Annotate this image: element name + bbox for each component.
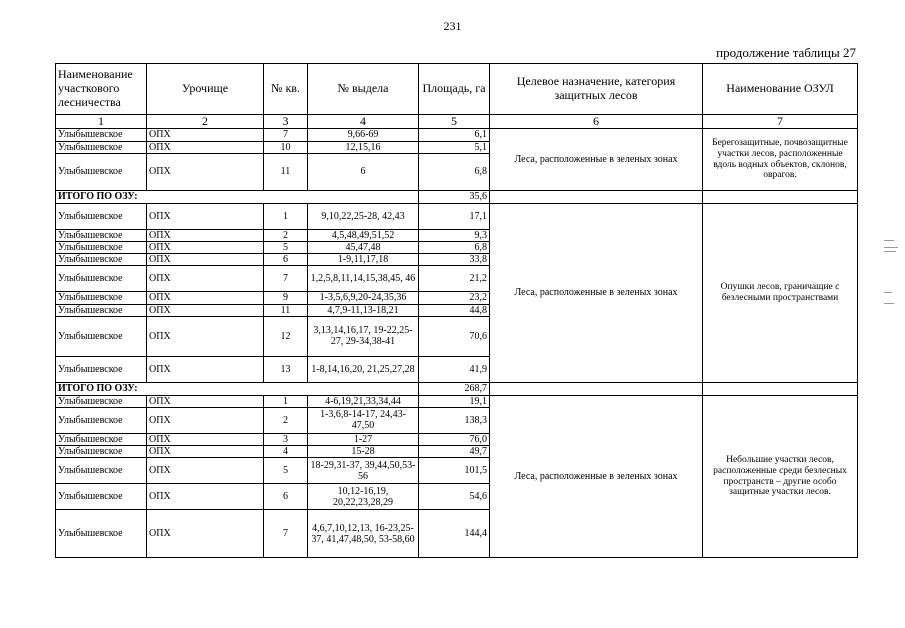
- forestry-cell: Улыбышевское: [56, 407, 147, 433]
- quarter-cell: 2: [264, 229, 308, 241]
- forestry-cell: Улыбышевское: [56, 510, 147, 558]
- forestry-cell: Улыбышевское: [56, 153, 147, 190]
- column-number-row: [56, 115, 858, 129]
- area-cell: 144,4: [419, 510, 490, 558]
- vydel-cell: 9,10,22,25-28, 42,43: [308, 203, 419, 229]
- page-number: 231: [443, 19, 462, 33]
- forestry-cell: Улыбышевское: [56, 254, 147, 266]
- total-empty-cell: [703, 190, 858, 203]
- tract-cell: ОПХ: [147, 254, 264, 266]
- tract-cell: ОПХ: [147, 446, 264, 458]
- purpose-cell: Леса, расположенные в зеленых зонах: [490, 395, 703, 558]
- vydel-cell: 9,66-69: [308, 129, 419, 141]
- forestry-cell: Улыбышевское: [56, 316, 147, 356]
- vydel-cell: 3,13,14,16,17, 19-22,25-27, 29-34,38-41: [308, 316, 419, 356]
- quarter-cell: 1: [264, 203, 308, 229]
- ozul-cell: Опушки лесов, граничащие с безлесными пространствами: [703, 203, 858, 382]
- vydel-cell: 1-27: [308, 433, 419, 445]
- quarter-cell: 5: [264, 458, 308, 484]
- area-cell: 17,1: [419, 203, 490, 229]
- tract-cell: ОПХ: [147, 407, 264, 433]
- area-cell: 41,9: [419, 356, 490, 382]
- area-cell: 23,2: [419, 292, 490, 304]
- table-continuation-label: продолжение таблицы 27: [716, 45, 856, 60]
- area-cell: 9,3: [419, 229, 490, 241]
- forestry-cell: Улыбышевское: [56, 356, 147, 382]
- column-number: 3: [264, 115, 308, 129]
- area-cell: 101,5: [419, 458, 490, 484]
- tract-cell: ОПХ: [147, 458, 264, 484]
- purpose-cell: Леса, расположенные в зеленых зонах: [490, 129, 703, 190]
- vydel-cell: 18-29,31-37, 39,44,50,53-56: [308, 458, 419, 484]
- table-body: [56, 129, 858, 558]
- column-number: 5: [419, 115, 490, 129]
- vydel-cell: 4,6,7,10,12,13, 16-23,25-37, 41,47,48,50, 53-58,60: [308, 510, 419, 558]
- area-cell: 6,8: [419, 153, 490, 190]
- header-kv: № кв.: [264, 64, 308, 115]
- forestry-cell: Улыбышевское: [56, 129, 147, 141]
- forestry-cell: Улыбышевское: [56, 304, 147, 316]
- tract-cell: ОПХ: [147, 129, 264, 141]
- area-cell: 6,1: [419, 129, 490, 141]
- forestry-cell: Улыбышевское: [56, 446, 147, 458]
- total-label: ИТОГО ПО ОЗУ:: [56, 190, 419, 203]
- quarter-cell: 13: [264, 356, 308, 382]
- quarter-cell: 12: [264, 316, 308, 356]
- total-area: 35,6: [419, 190, 490, 203]
- header-area: Площадь, га: [419, 64, 490, 115]
- vydel-cell: 4-6,19,21,33,34,44: [308, 395, 419, 407]
- area-cell: 6,8: [419, 242, 490, 254]
- ozul-cell: Берегозащитные, почвозащитные участки лесов, расположенные вдоль водных объектов, склонов, оврагов.: [703, 129, 858, 190]
- forestry-cell: Улыбышевское: [56, 395, 147, 407]
- area-cell: 44,8: [419, 304, 490, 316]
- forestry-cell: Улыбышевское: [56, 266, 147, 292]
- quarter-cell: 9: [264, 292, 308, 304]
- column-number: 4: [308, 115, 419, 129]
- column-number: 1: [56, 115, 147, 129]
- vydel-cell: 4,5,48,49,51,52: [308, 229, 419, 241]
- total-row: [56, 190, 858, 203]
- quarter-cell: 11: [264, 153, 308, 190]
- header-vydel: № выдела: [308, 64, 419, 115]
- forestry-cell: Улыбышевское: [56, 484, 147, 510]
- tract-cell: ОПХ: [147, 316, 264, 356]
- quarter-cell: 3: [264, 433, 308, 445]
- vydel-cell: 1-9,11,17,18: [308, 254, 419, 266]
- tract-cell: ОПХ: [147, 510, 264, 558]
- ozul-cell: Небольшие участки лесов, расположенные среди безлесных пространств – другие особо защитные участки лесов.: [703, 395, 858, 558]
- area-cell: 54,6: [419, 484, 490, 510]
- area-cell: 49,7: [419, 446, 490, 458]
- area-cell: 76,0: [419, 433, 490, 445]
- tract-cell: ОПХ: [147, 242, 264, 254]
- area-cell: 70,6: [419, 316, 490, 356]
- quarter-cell: 7: [264, 510, 308, 558]
- area-cell: 21,2: [419, 266, 490, 292]
- header-tract: Урочище: [147, 64, 264, 115]
- vydel-cell: 1-3,5,6,9,20-24,35,36: [308, 292, 419, 304]
- tract-cell: ОПХ: [147, 229, 264, 241]
- tract-cell: ОПХ: [147, 304, 264, 316]
- column-number: 2: [147, 115, 264, 129]
- area-cell: 138,3: [419, 407, 490, 433]
- quarter-cell: 6: [264, 484, 308, 510]
- tract-cell: ОПХ: [147, 395, 264, 407]
- column-number: 6: [490, 115, 703, 129]
- tract-cell: ОПХ: [147, 153, 264, 190]
- tract-cell: ОПХ: [147, 433, 264, 445]
- table-row: [56, 395, 858, 407]
- total-area: 268,7: [419, 382, 490, 395]
- quarter-cell: 5: [264, 242, 308, 254]
- table-row: [56, 203, 858, 229]
- quarter-cell: 10: [264, 141, 308, 153]
- tract-cell: ОПХ: [147, 292, 264, 304]
- total-row: [56, 382, 858, 395]
- header-row: [56, 64, 858, 115]
- purpose-cell: Леса, расположенные в зеленых зонах: [490, 203, 703, 382]
- tract-cell: ОПХ: [147, 203, 264, 229]
- protective-forests-table: [55, 63, 858, 558]
- total-label: ИТОГО ПО ОЗУ:: [56, 382, 419, 395]
- margin-scan-marks: [884, 240, 904, 304]
- tract-cell: ОПХ: [147, 266, 264, 292]
- quarter-cell: 4: [264, 446, 308, 458]
- area-cell: 5,1: [419, 141, 490, 153]
- tract-cell: ОПХ: [147, 356, 264, 382]
- forestry-cell: Улыбышевское: [56, 229, 147, 241]
- header-ozul: Наименование ОЗУЛ: [703, 64, 858, 115]
- quarter-cell: 11: [264, 304, 308, 316]
- total-empty-cell: [490, 382, 703, 395]
- forestry-cell: Улыбышевское: [56, 292, 147, 304]
- forestry-cell: Улыбышевское: [56, 458, 147, 484]
- area-cell: 19,1: [419, 395, 490, 407]
- forestry-cell: Улыбышевское: [56, 141, 147, 153]
- vydel-cell: 4,7,9-11,13-18,21: [308, 304, 419, 316]
- quarter-cell: 1: [264, 395, 308, 407]
- header-forestry: Наименование участкового лесничества: [56, 64, 147, 115]
- quarter-cell: 2: [264, 407, 308, 433]
- column-number: 7: [703, 115, 858, 129]
- tract-cell: ОПХ: [147, 141, 264, 153]
- vydel-cell: 1-3,6,8-14-17, 24,43-47,50: [308, 407, 419, 433]
- tract-cell: ОПХ: [147, 484, 264, 510]
- total-empty-cell: [703, 382, 858, 395]
- forestry-cell: Улыбышевское: [56, 433, 147, 445]
- quarter-cell: 6: [264, 254, 308, 266]
- vydel-cell: 1-8,14,16,20, 21,25,27,28: [308, 356, 419, 382]
- vydel-cell: 45,47,48: [308, 242, 419, 254]
- table-row: [56, 129, 858, 141]
- quarter-cell: 7: [264, 266, 308, 292]
- header-purpose: Целевое назначение, категория защитных лесов: [490, 64, 703, 115]
- vydel-cell: 1,2,5,8,11,14,15,38,45, 46: [308, 266, 419, 292]
- vydel-cell: 12,15,16: [308, 141, 419, 153]
- vydel-cell: 6: [308, 153, 419, 190]
- vydel-cell: 10,12-16,19, 20,22,23,28,29: [308, 484, 419, 510]
- vydel-cell: 15-28: [308, 446, 419, 458]
- total-empty-cell: [490, 190, 703, 203]
- forestry-cell: Улыбышевское: [56, 203, 147, 229]
- area-cell: 33,8: [419, 254, 490, 266]
- forestry-cell: Улыбышевское: [56, 242, 147, 254]
- quarter-cell: 7: [264, 129, 308, 141]
